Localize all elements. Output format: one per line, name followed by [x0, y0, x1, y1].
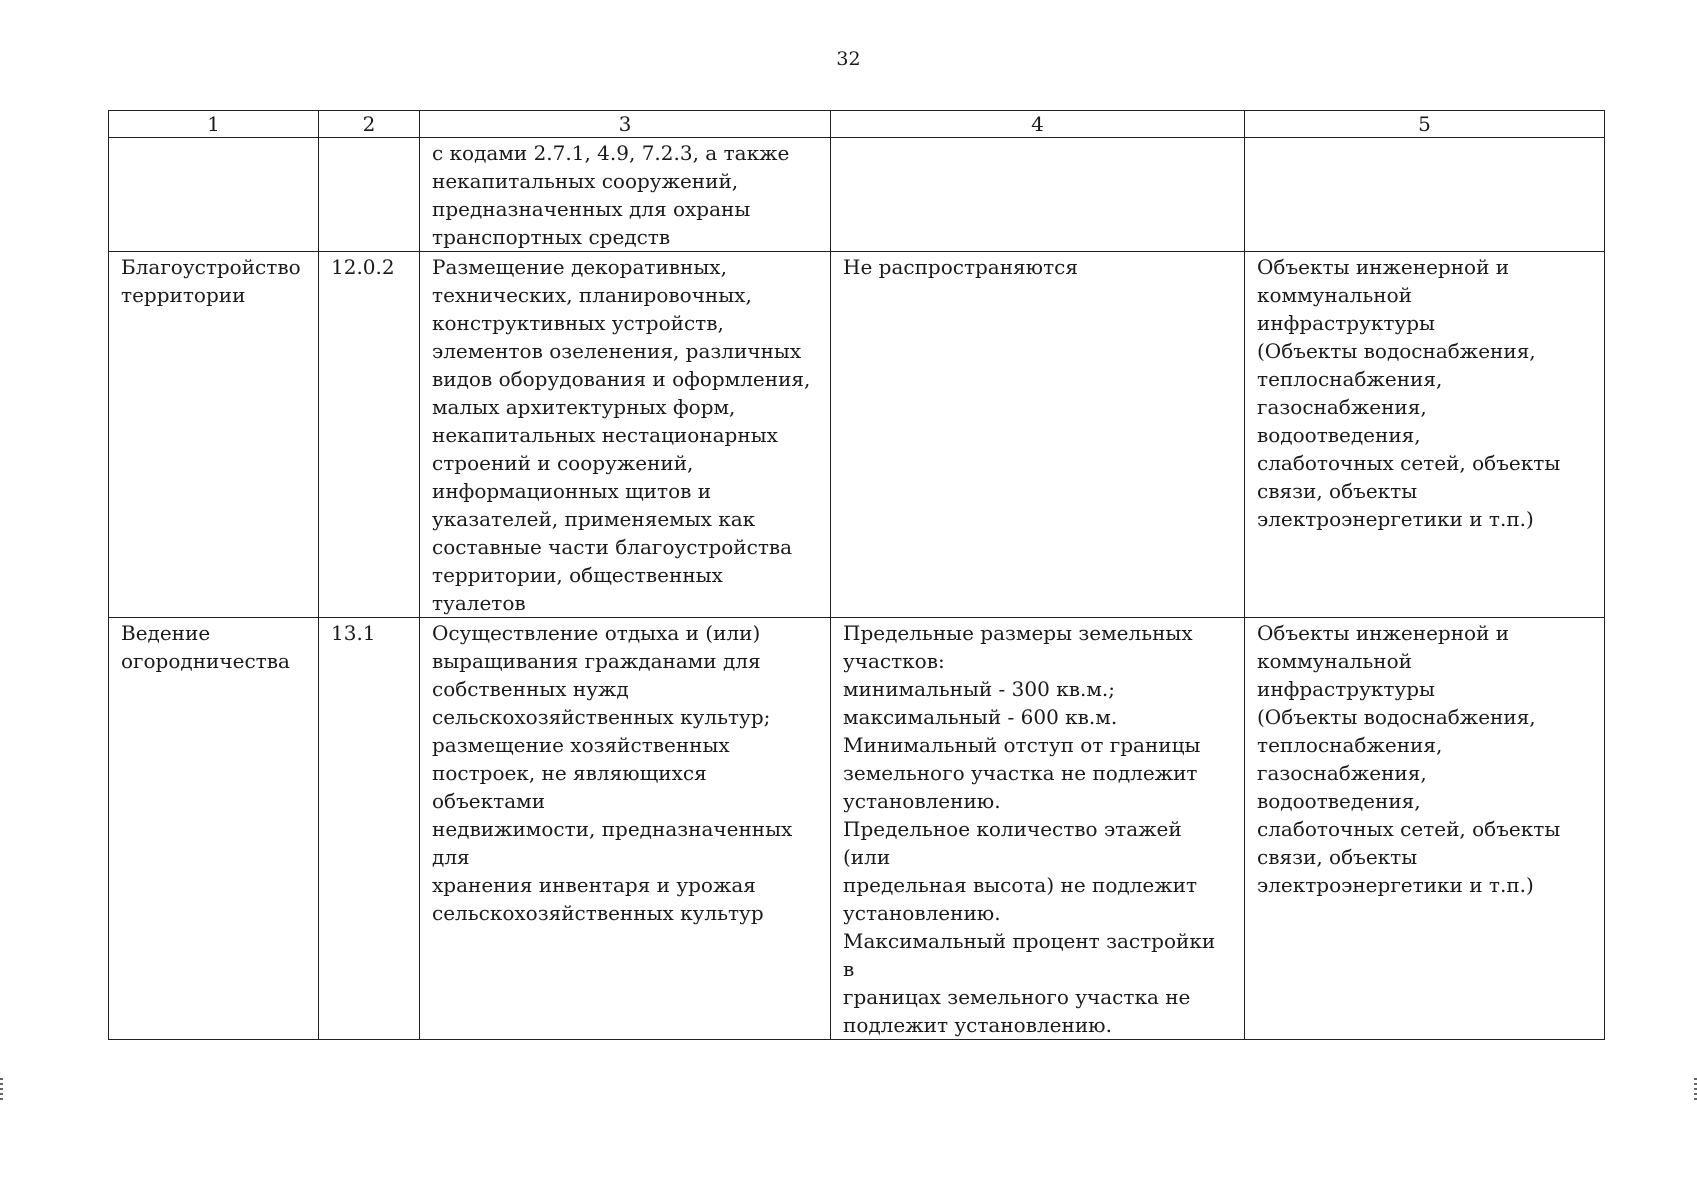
text-line: составные части благоустройства: [432, 535, 793, 559]
text-line: Ведение: [121, 621, 211, 645]
text-line: Объекты инженерной и: [1257, 621, 1510, 645]
text-line: предельная высота) не подлежит: [843, 873, 1198, 897]
text-line: установлению.: [843, 901, 1001, 925]
text-line: малых архитектурных форм,: [432, 395, 736, 419]
text-line: технических, планировочных,: [432, 283, 752, 307]
text-line: подлежит установлению.: [843, 1013, 1112, 1037]
table-row: [109, 138, 1605, 252]
column-header-1: 1: [109, 111, 319, 138]
text-line: указателей, применяемых как: [432, 507, 756, 531]
text-line: Объекты инженерной и: [1257, 255, 1510, 279]
text-line: транспортных средств: [432, 225, 671, 249]
text-line: элементов озеленения, различных: [432, 339, 802, 363]
text-line: газоснабжения, водоотведения,: [1257, 395, 1427, 447]
page-number: 32: [836, 48, 861, 70]
text-line: Минимальный отступ от границы: [843, 733, 1201, 757]
text-line: электроэнергетики и т.п.): [1257, 507, 1534, 531]
text-line: некапитальных сооружений,: [432, 169, 739, 193]
text-line: электроэнергетики и т.п.): [1257, 873, 1534, 897]
text-line: (Объекты водоснабжения,: [1257, 705, 1536, 729]
column-header-4: 4: [831, 111, 1245, 138]
text-line: Предельное количество этажей (или: [843, 817, 1182, 869]
objects-cell: [1245, 252, 1605, 618]
text-line: слаботочных сетей, объекты: [1257, 817, 1561, 841]
text-line: хранения инвентаря и урожая: [432, 873, 756, 897]
text-line: сельскохозяйственных культур: [432, 901, 764, 925]
text-line: коммунальной инфраструктуры: [1257, 649, 1435, 701]
use-name-cell: [109, 252, 319, 618]
text-line: связи, объекты: [1257, 845, 1418, 869]
text-line: собственных нужд: [432, 677, 629, 701]
table-row: [109, 252, 1605, 618]
text-line: минимальный - 300 кв.м.;: [843, 677, 1115, 701]
land-use-table: [108, 110, 1605, 1040]
use-description-cell: [420, 138, 831, 252]
scan-edge-mark-left: [0, 1078, 3, 1100]
text-line: максимальный - 600 кв.м.: [843, 705, 1118, 729]
text-line: коммунальной инфраструктуры: [1257, 283, 1435, 335]
use-description-cell: [420, 252, 831, 618]
text-line: установлению.: [843, 789, 1001, 813]
use-description-cell: [420, 618, 831, 1040]
text-line: информационных щитов и: [432, 479, 712, 503]
text-line: земельного участка не подлежит: [843, 761, 1198, 785]
text-line: Предельные размеры земельных: [843, 621, 1193, 645]
text-line: теплоснабжения,: [1257, 733, 1443, 757]
text-line: размещение хозяйственных: [432, 733, 730, 757]
text-line: Осуществление отдыха и (или): [432, 621, 761, 645]
text-line: выращивания гражданами для: [432, 649, 761, 673]
use-code-cell: 13.1: [319, 618, 420, 1040]
text-line: территории: [121, 283, 246, 307]
text-line: Размещение декоративных,: [432, 255, 727, 279]
table-header-row: [109, 111, 1605, 138]
text-line: конструктивных устройств,: [432, 311, 724, 335]
text-line: недвижимости, предназначенных для: [432, 817, 793, 869]
text-line: Благоустройство: [121, 255, 301, 279]
use-code-cell: [319, 138, 420, 252]
objects-cell: [1245, 618, 1605, 1040]
column-header-3: 3: [420, 111, 831, 138]
use-code-cell: 12.0.2: [319, 252, 420, 618]
use-name-cell: [109, 138, 319, 252]
column-header-2: 2: [319, 111, 420, 138]
text-line: границах земельного участка не: [843, 985, 1191, 1009]
text-line: построек, не являющихся объектами: [432, 761, 707, 813]
use-name-cell: [109, 618, 319, 1040]
text-line: Не распространяются: [843, 255, 1078, 279]
text-line: участков:: [843, 649, 945, 673]
text-line: видов оборудования и оформления,: [432, 367, 811, 391]
text-line: связи, объекты: [1257, 479, 1418, 503]
text-line: предназначенных для охраны: [432, 197, 751, 221]
text-line: теплоснабжения,: [1257, 367, 1443, 391]
text-line: слаботочных сетей, объекты: [1257, 451, 1561, 475]
text-line: газоснабжения, водоотведения,: [1257, 761, 1427, 813]
text-line: строений и сооружений,: [432, 451, 694, 475]
text-line: с кодами 2.7.1, 4.9, 7.2.3, а также: [432, 141, 790, 165]
text-line: сельскохозяйственных культур;: [432, 705, 771, 729]
text-line: территории, общественных туалетов: [432, 563, 723, 615]
parameters-cell: [831, 138, 1245, 252]
column-header-5: 5: [1245, 111, 1605, 138]
table-row: [109, 618, 1605, 1040]
text-line: огородничества: [121, 649, 290, 673]
parameters-cell: [831, 618, 1245, 1040]
text-line: некапитальных нестационарных: [432, 423, 778, 447]
text-line: (Объекты водоснабжения,: [1257, 339, 1536, 363]
parameters-cell: [831, 252, 1245, 618]
objects-cell: [1245, 138, 1605, 252]
text-line: Максимальный процент застройки в: [843, 929, 1216, 981]
